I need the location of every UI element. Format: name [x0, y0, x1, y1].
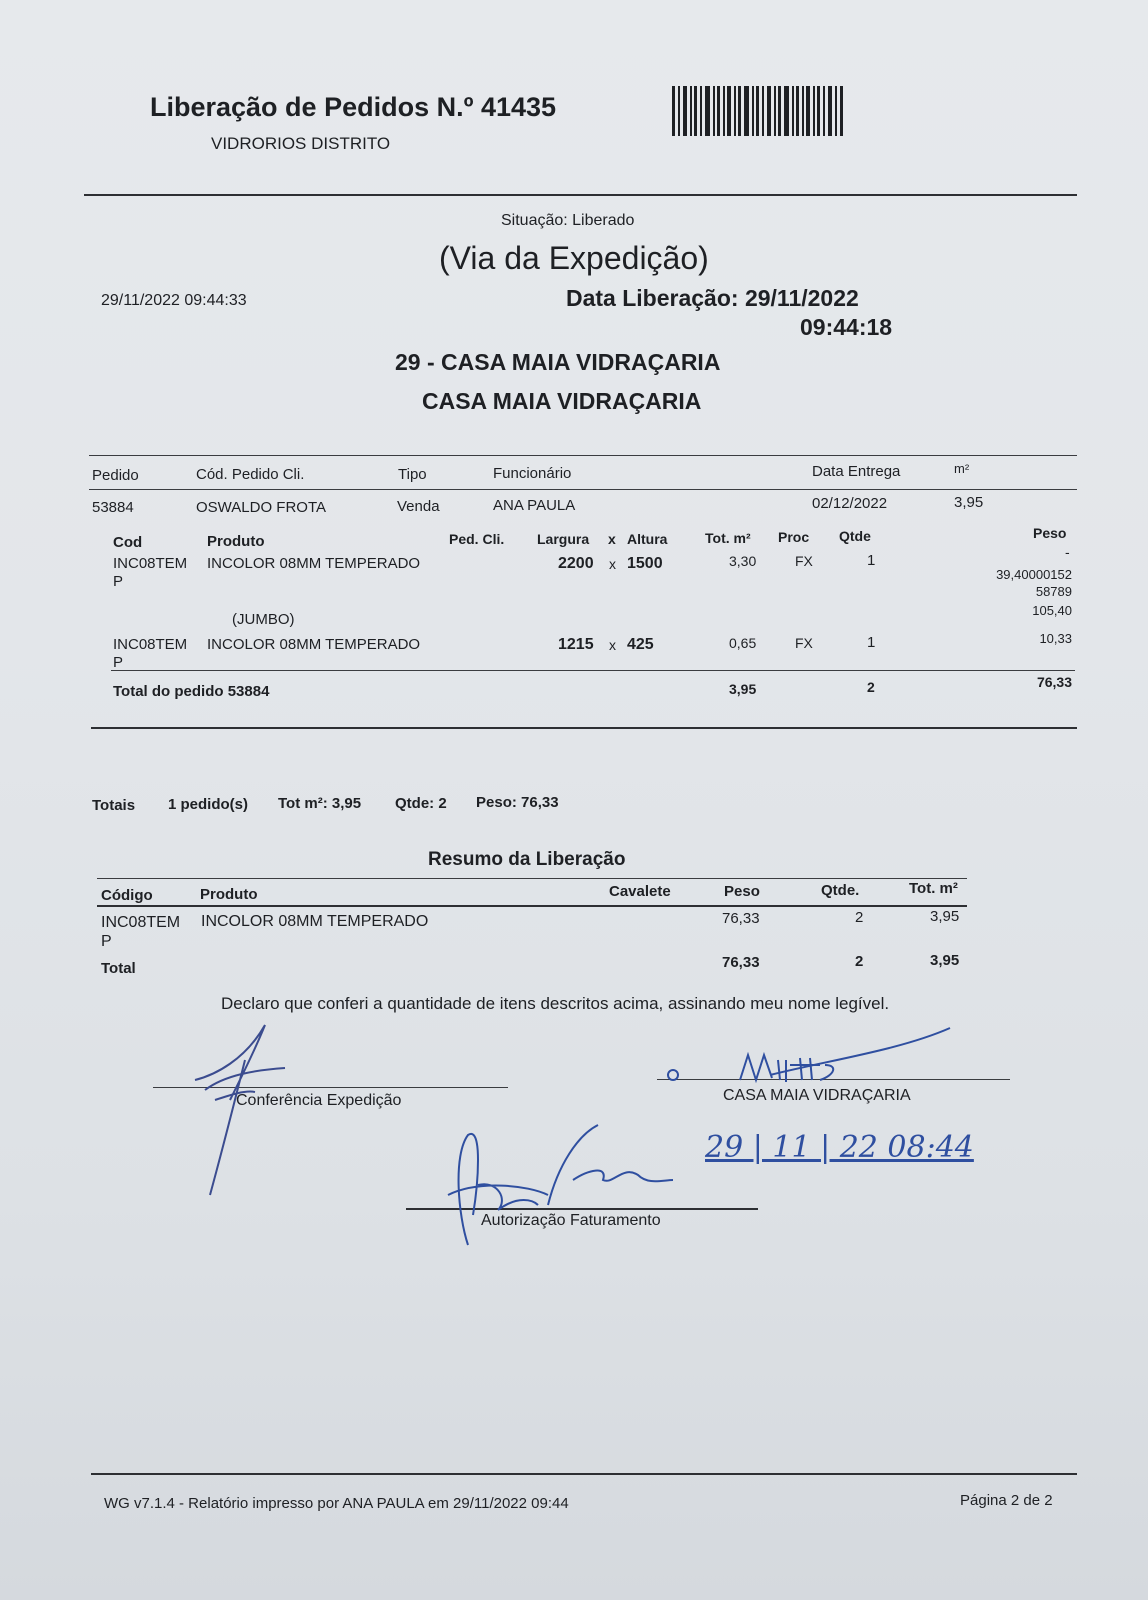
summary-header-qtde: Qtde.	[821, 882, 860, 899]
col-header-tipo: Tipo	[398, 466, 427, 483]
delivery-date: 02/12/2022	[812, 495, 888, 512]
summary-code-continued: P	[101, 933, 112, 950]
divider	[84, 194, 1077, 196]
handwritten-signature	[660, 1020, 960, 1090]
employee-name: ANA PAULA	[493, 497, 576, 514]
totals-weight: Peso: 76,33	[476, 794, 559, 811]
divider	[89, 489, 1077, 490]
signature-label-conferencia: Conferência Expedição	[236, 1092, 402, 1109]
item-weight: 10,33	[1039, 631, 1072, 646]
page-number: Página 2 de 2	[960, 1492, 1053, 1509]
client-name: 29 - CASA MAIA VIDRAÇARIA	[395, 349, 721, 375]
order-m2: 3,95	[954, 494, 984, 511]
item-code-continued: P	[113, 654, 124, 671]
divider	[89, 455, 1077, 456]
summary-total-quantity: 2	[855, 953, 864, 970]
item-width: 2200	[558, 555, 594, 572]
item-product: INCOLOR 08MM TEMPERADO	[207, 636, 421, 653]
release-time: 09:44:18	[800, 314, 893, 340]
item-header-cod: Cod	[113, 534, 143, 551]
divider	[97, 878, 967, 879]
item-process: FX	[795, 635, 813, 651]
item-header-proc: Proc	[778, 529, 810, 545]
item-header-ped-cli: Ped. Cli.	[449, 531, 505, 547]
summary-header-tot-m2: Tot. m²	[909, 880, 958, 897]
item-weight: 39,40000152	[996, 567, 1072, 582]
item-header-x: x	[608, 531, 616, 547]
item-x: x	[609, 637, 616, 653]
col-header-data-entrega: Data Entrega	[812, 463, 901, 480]
totals-m2: Tot m²: 3,95	[278, 795, 362, 812]
item-header-largura: Largura	[537, 531, 590, 547]
item-code-continued: P	[113, 573, 124, 590]
col-header-pedido: Pedido	[92, 467, 139, 484]
item-code: INC08TEM	[113, 636, 188, 653]
status-text: Situação: Liberado	[501, 212, 635, 229]
col-header-m2: m²	[954, 461, 970, 476]
divider	[91, 1473, 1077, 1475]
col-header-cod-pedido-cli: Cód. Pedido Cli.	[196, 466, 305, 483]
via-title: (Via da Expedição)	[439, 240, 709, 276]
client-order-code: OSWALDO FROTA	[196, 499, 327, 516]
summary-header-peso: Peso	[724, 883, 760, 900]
summary-total-weight: 76,33	[722, 954, 760, 971]
summary-m2: 3,95	[930, 908, 960, 925]
item-header-peso: Peso	[1033, 525, 1067, 541]
item-weight-dash: -	[1065, 544, 1070, 560]
handwritten-signature	[438, 1125, 678, 1255]
company-name: VIDRORIOS DISTRITO	[211, 134, 391, 153]
item-height: 1500	[627, 555, 663, 572]
handwritten-date: 29 | 11 | 22 08:44	[705, 1130, 974, 1165]
summary-total-label: Total	[101, 960, 136, 977]
divider	[91, 727, 1077, 729]
divider	[97, 905, 967, 907]
col-header-funcionario: Funcionário	[493, 465, 572, 482]
item-product-extra: (JUMBO)	[232, 611, 295, 628]
client-name-secondary: CASA MAIA VIDRAÇARIA	[422, 388, 702, 414]
item-header-qtde: Qtde	[839, 528, 871, 544]
totals-quantity: Qtde: 2	[395, 795, 447, 812]
summary-header-produto: Produto	[200, 886, 258, 903]
summary-header-codigo: Código	[101, 887, 153, 904]
release-date: Data Liberação: 29/11/2022	[566, 285, 859, 311]
page-title: Liberação de Pedidos N.º 41435	[150, 92, 557, 122]
item-height: 425	[627, 636, 654, 653]
signature-label-cliente: CASA MAIA VIDRAÇARIA	[723, 1087, 911, 1104]
summary-code: INC08TEM	[101, 914, 181, 931]
item-product: INCOLOR 08MM TEMPERADO	[207, 555, 421, 572]
signature-label-autorizacao: Autorização Faturamento	[481, 1212, 661, 1229]
totals-orders: 1 pedido(s)	[168, 796, 249, 813]
item-header-produto: Produto	[207, 533, 265, 550]
order-type: Venda	[397, 498, 440, 515]
item-x: x	[609, 556, 616, 572]
handwritten-signature	[185, 1020, 325, 1200]
item-process: FX	[795, 553, 813, 569]
order-total-weight: 76,33	[1036, 674, 1072, 690]
item-total-m2: 0,65	[729, 635, 757, 651]
item-code: INC08TEM	[113, 555, 188, 572]
item-weight-continued: 58789	[1035, 584, 1072, 599]
summary-quantity: 2	[855, 909, 864, 926]
print-datetime: 29/11/2022 09:44:33	[101, 292, 247, 309]
declaration-text: Declaro que conferi a quantidade de itens descritos acima, assinando meu nome legível.	[221, 994, 890, 1013]
order-number: 53884	[92, 499, 134, 516]
summary-title: Resumo da Liberação	[428, 849, 626, 870]
item-total-m2: 3,30	[729, 553, 757, 569]
totals-label: Totais	[92, 797, 136, 814]
order-total-quantity: 2	[867, 679, 875, 695]
summary-total-m2: 3,95	[930, 952, 960, 969]
item-header-tot-m2: Tot. m²	[705, 530, 751, 546]
order-total-label: Total do pedido 53884	[113, 683, 270, 700]
item-quantity: 1	[867, 552, 876, 569]
item-quantity: 1	[867, 634, 876, 651]
footer-report-info: WG v7.1.4 - Relatório impresso por ANA PAULA em 29/11/2022 09:44	[104, 1495, 569, 1512]
divider	[111, 670, 1075, 671]
item-width: 1215	[558, 636, 594, 653]
barcode	[672, 86, 848, 138]
order-total-m2: 3,95	[729, 681, 757, 697]
summary-product: INCOLOR 08MM TEMPERADO	[201, 913, 429, 930]
item-weight-total: 105,40	[1032, 603, 1072, 618]
item-header-altura: Altura	[627, 531, 668, 547]
summary-header-cavalete: Cavalete	[609, 883, 671, 900]
summary-weight: 76,33	[722, 910, 760, 927]
